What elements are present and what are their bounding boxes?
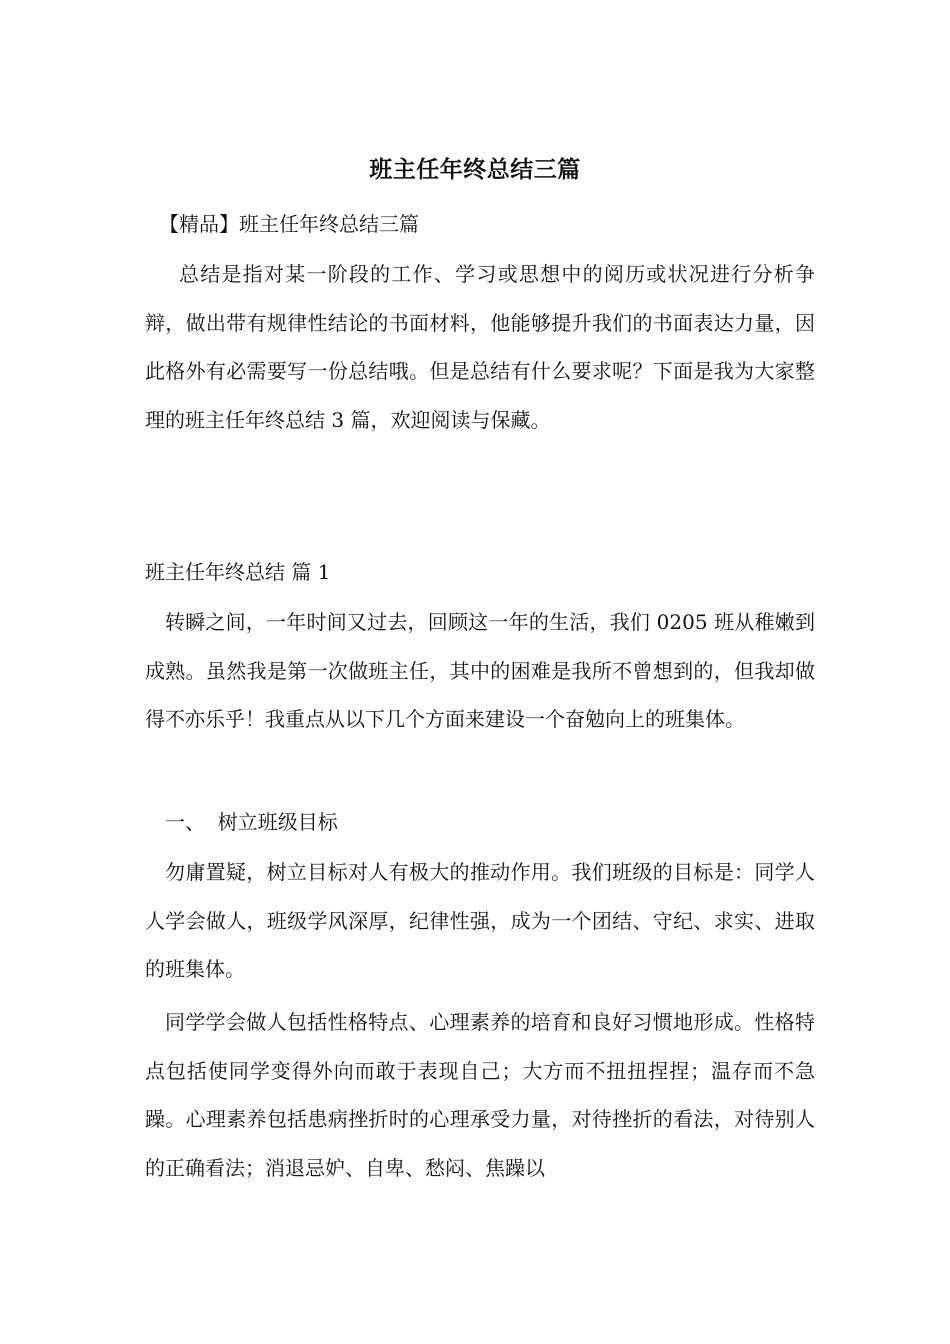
- body-paragraph-3: 同学学会做人包括性格特点、心理素养的培育和良好习惯地形成。性格特点包括使同学变得外向而敢于表现自己；大方而不扭扭捏捏；温存而不急躁。心理素养包括患病挫折时的心理承受力量，对待挫折的看法，对待别人的正确看法；消退忌妒、自卑、愁闷、焦躁以: [145, 1010, 815, 1180]
- body-paragraph-2: 勿庸置疑，树立目标对人有极大的推动作用。我们班级的目标是：同学人人学会做人，班级学风深厚，纪律性强，成为一个团结、守纪、求实、进取的班集体。: [145, 860, 815, 981]
- section-heading: 班主任年终总结 篇 1: [145, 560, 331, 584]
- intro-paragraph: 总结是指对某一阶段的工作、学习或思想中的阅历或状况进行分析争辩，做出带有规律性结论的书面材料，他能够提升我们的书面表达力量，因此格外有必需要写一份总结哦。但是总结有什么要求呢？下面是我为大家整理的班主任年终总结 3 篇，欢迎阅读与保藏。: [145, 262, 815, 432]
- body-paragraph-1: 转瞬之间，一年时间又过去，回顾这一年的生活，我们 0205 班从稚嫩到成熟。虽然我是第一次做班主任，其中的困难是我所不曾想到的，但我却做得不亦乐乎！我重点从以下几个方面来建设一个奋勉向上的班集体。: [145, 610, 815, 731]
- document-title: 班主任年终总结三篇: [369, 156, 581, 183]
- subheading-1: 一、 树立班级目标: [165, 810, 338, 834]
- document-subtitle: 【精品】班主任年终总结三篇: [159, 212, 419, 236]
